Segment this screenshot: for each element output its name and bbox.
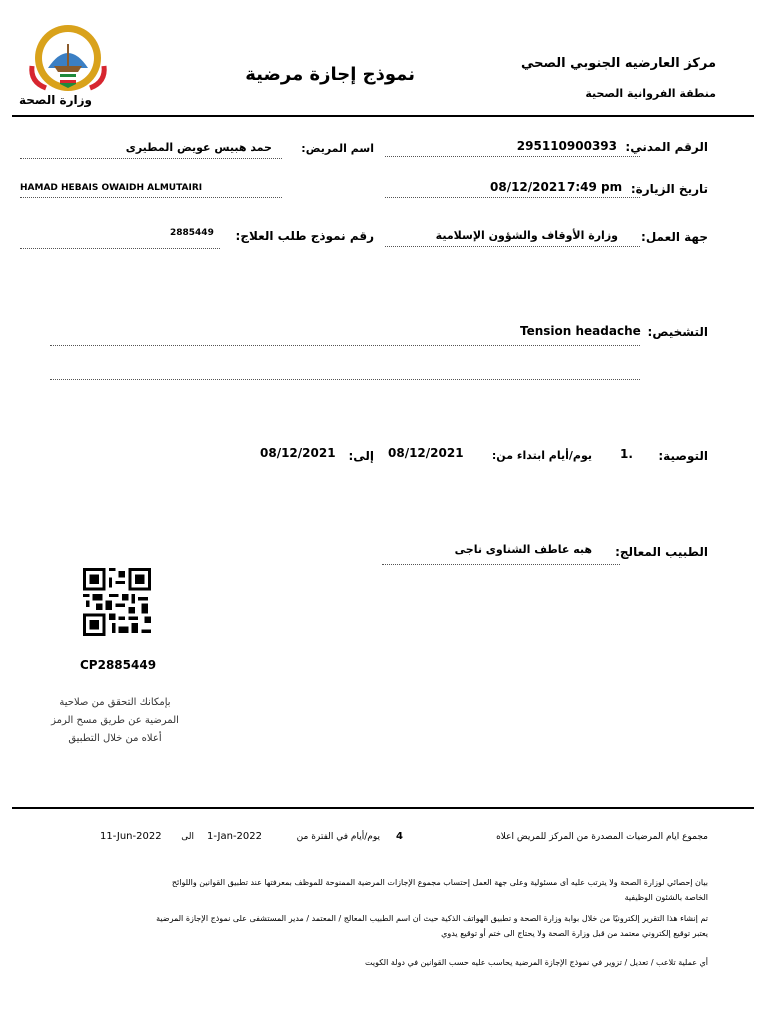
employer-value: وزارة الأوقاف والشؤون الإسلامية (435, 229, 618, 242)
to-label: إلى: (348, 449, 374, 463)
diagnosis-value: Tension headache (520, 324, 641, 338)
doctor-label: الطبيب المعالج: (615, 545, 708, 559)
civil-id-label: الرقم المدني: (625, 140, 708, 154)
note-2a: تم إنشاء هذا التقرير إلكترونيًا من خلال بوابة وزارة الصحة و تطبيق الهواتف الذكية حيث أن اسم الطبيب المعالج / المعتمد / مدير المستشفى على نموذج الإجازة المرضية (156, 914, 708, 923)
summary-to: 11-Jun-2022 (100, 831, 162, 842)
visit-date-line (385, 197, 640, 198)
header-divider (12, 115, 754, 117)
recommendation-days: 1. (620, 447, 633, 461)
summary-period-label: يوم/أيام في الفترة من (296, 832, 380, 842)
civil-id-value: 295110900393 (516, 139, 617, 153)
patient-name-label: اسم المريض: (301, 142, 374, 155)
civil-id-line (385, 156, 640, 157)
note-1b: الخاصة بالشئون الوظيفية (624, 893, 708, 902)
form-title: نموذج إجازة مرضية (245, 64, 415, 85)
request-no-line (20, 248, 220, 249)
verification-line-2: المرضية عن طريق مسح الرمز (51, 715, 179, 726)
patient-name-line (20, 158, 282, 159)
footer-divider (12, 807, 754, 809)
ministry-logo (20, 22, 116, 96)
summary-from: 1-Jan-2022 (207, 831, 262, 842)
days-from-label: يوم/أيام ابتداء من: (491, 449, 592, 462)
request-no-label: رقم نموذج طلب العلاج: (235, 229, 374, 243)
verification-line-3: أعلاه من خلال التطبيق (68, 733, 162, 744)
visit-date-value: 08/12/2021 (490, 180, 566, 194)
patient-name-ar: حمد هبيس عويض المطيرى (125, 141, 272, 154)
note-2b: يعتبر توقيع إلكتروني معتمد من قبل وزارة الصحة ولا يحتاج الى ختم أو توقيع يدوي (441, 929, 708, 938)
note-1a: بيان إحصائي لوزارة الصحة ولا يترتب عليه أى مسئولية وعلى جهة العمل إحتساب مجموع الإجازات المرضية الممنوحة للموظف بمعرفتها عند تطبيق القوانين واللوائح (171, 878, 708, 887)
patient-name-en: HAMAD HEBAIS OWAIDH ALMUTAIRI (20, 183, 203, 193)
diagnosis-label: التشخيص: (647, 325, 708, 339)
verification-code: CP2885449 (80, 658, 157, 672)
employer-line (385, 246, 640, 247)
patient-name-en-line (20, 197, 282, 198)
logo-caption: وزارة الصحة (18, 93, 92, 107)
note-3: أي عملية تلاعب / تعديل / تزوير في نموذج الإجازة المرضية يحاسب عليه حسب القوانين في دولة الكويت (365, 958, 708, 967)
region-name: منطقة الفروانية الصحية (585, 87, 716, 100)
diagnosis-line-2 (50, 379, 640, 380)
verification-line-1: بإمكانك التحقق من صلاحية (59, 697, 171, 708)
visit-date-label: تاريخ الزيارة: (630, 182, 708, 196)
recommendation-label: التوصية: (658, 449, 708, 463)
summary-intro: مجموع ايام المرضيات المصدرة من المركز للمريض اعلاه (496, 832, 708, 842)
center-name: مركز العارضيه الجنوبي الصحي (520, 56, 716, 71)
employer-label: جهة العمل: (641, 230, 708, 244)
doctor-line (382, 564, 620, 565)
summary-to-label: الى (181, 832, 194, 842)
summary-count: 4 (396, 831, 403, 842)
visit-time-value: 7:49 pm (567, 180, 623, 194)
qr-code (83, 568, 151, 636)
diagnosis-line-1 (50, 345, 640, 346)
request-no-value: 2885449 (170, 228, 214, 238)
to-date: 08/12/2021 (260, 446, 336, 460)
doctor-value: هبه عاطف الشناوى ناجى (454, 543, 592, 556)
from-date: 08/12/2021 (388, 446, 464, 460)
